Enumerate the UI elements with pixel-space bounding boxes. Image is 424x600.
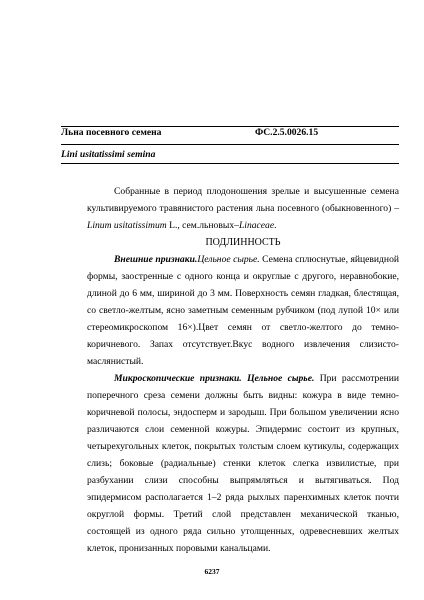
external-features-text: Семена сплюснутые, яйцевидной формы, заостренные с одного конца и округлые с другого, неравнобокие, длиной до 6 мм, шириной до 3 мм. Поверхность семян гладкая, блестящая, со светло-желтым, ясно заметным семенным рубчиком (под лупой 10× или стереомикроскопом 16×).Цвет семян от светло-желтого до темно-коричневого. Запах отсутствует.Вкус водного извлечения слизисто-маслянистый. <box>87 254 399 367</box>
monograph-body <box>87 183 399 557</box>
external-features-lead: Внешние признаки. <box>114 254 198 265</box>
microscopic-features-sub: Цельное сырье. <box>247 373 315 384</box>
external-features-sub: Цельное сырье. <box>197 254 260 265</box>
intro-text: Собранные в период плодоношения зрелые и высушенные семена культивируемого травянистого растения льна посевного (обыкновенного) – <box>87 186 399 214</box>
header-bottom-rule <box>61 163 399 164</box>
monograph-header <box>61 125 399 140</box>
monograph-title: Льна посевного семена <box>61 127 162 138</box>
intro-latin-species: Linum usitatissimum <box>87 220 167 231</box>
microscopic-features-lead: Микроскопические признаки. <box>114 373 242 384</box>
header-middle-rule <box>61 144 399 145</box>
section-heading-authenticity: ПОДЛИННОСТЬ <box>205 237 281 248</box>
intro-latin-family: Linaceae <box>238 220 275 231</box>
microscopic-features-paragraph <box>87 370 399 557</box>
intro-paragraph <box>87 183 399 234</box>
monograph-latin-title: Lini usitatissimi semina <box>61 149 156 160</box>
intro-text-end: . <box>274 220 277 231</box>
page-number: 6237 <box>204 567 220 576</box>
header-row <box>61 125 399 140</box>
intro-text-family: L., сем.льновых– <box>166 220 239 231</box>
external-features-paragraph <box>87 251 399 370</box>
microscopic-features-text: При рассмотрении поперечного среза семени должны быть видны: кожура в виде темно-коричневой полосы, эндосперм и зародыш. При большом увеличении ясно различаются слои семенной кожуры. Эпидермис состоит из крупных, четырехугольных клеток, покрытых толстым слоем кутикулы, содержащих слизь; боковые (радиальные) стенки клеток слегка извилистые, при разбухании слизи способны выпрямляться и вытягиваться. Под эпидермисом располагается 1–2 ряда рыхлых паренхимных клеток почти округлой формы. Третий слой представлен механической тканью, состоящей из одного ряда сильно утолщенных, одревесневших желтых клеток, пронизанных поровыми канальцами. <box>87 373 399 554</box>
monograph-code: ФС.2.5.0026.15 <box>255 127 319 138</box>
